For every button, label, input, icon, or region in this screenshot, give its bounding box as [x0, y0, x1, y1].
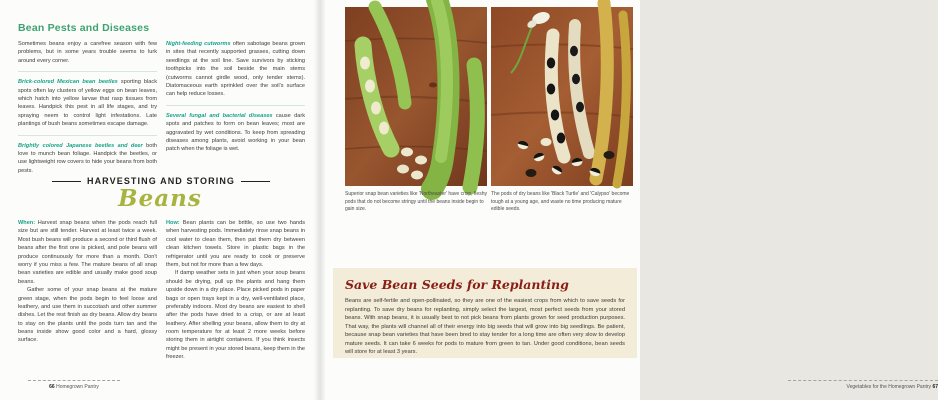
divider [18, 135, 157, 136]
how-paragraph-1 [166, 219, 305, 269]
photo-caption-dry-beans: The pods of dry beans like 'Black Turtle' and 'Calypso' become tough at a young age, and waste no time producing mature edible seeds. [491, 191, 630, 212]
right-page-footer [788, 380, 938, 390]
pests-intro: Sometimes beans enjoy a carefree season with few problems, but in some years trouble seems to lurk around every corner. [18, 41, 157, 64]
running-title: Vegetables for the Homegrown Pantry [846, 383, 932, 390]
kicker-rule-left [52, 181, 81, 182]
footer-dashes [788, 380, 938, 381]
pest-text: both love to munch bean foliage. Handpick the beetles, or use lightweight row covers to hide your beans from both pests. [18, 142, 157, 174]
footer-dashes [28, 380, 120, 381]
pest-lead: Brightly colored Japanese beetles and deer [18, 142, 143, 149]
when-label: When: [18, 220, 36, 226]
pest-lead: Night-feeding cutworms [166, 41, 231, 47]
how-text-1: Bean plants can be brittle, so use two hands when harvesting pods. Immediately rinse snap beans in cool water to clean them, then pat them dry between clean kitchen towels. Store in plastic bags in the refrigerator until you are ready to cook or preserve them, but not for more than a few days. [166, 220, 305, 268]
page-number: 67 [932, 383, 938, 390]
how-label: How: [166, 220, 180, 226]
harvest-kicker: HARVESTING AND STORING [86, 176, 236, 186]
left-page-footer [28, 380, 120, 390]
pest-paragraph-mexican-beetles [18, 78, 157, 128]
harvest-title: Beans [118, 185, 202, 212]
pest-text: cause dark spots and patches to form on bean leaves; most are aggravated by wet conditions. To keep from spreading diseases among plants, avoid working in your bean patch when the foliage is wet. [166, 112, 305, 153]
how-column [166, 219, 305, 362]
when-column [18, 219, 157, 345]
pest-text: often sabotage beans grown in sites that recently supported grasses, cutting down seedlings at the soil line. Save survivors by sticking toothpicks into the soil beside the main stems (cutworms cannot girdle wood, only tender stems). Diatomaceous earth sprinkled over the soil's surface can help reduce losses. [166, 41, 305, 98]
pest-lead: Brick-colored Mexican bean beetles [18, 79, 118, 86]
dry-beans-illustration [491, 7, 633, 186]
pest-lead: Several fungal and bacterial diseases [166, 112, 273, 119]
running-title: Homegrown Pantry [56, 383, 99, 390]
divider [166, 105, 305, 106]
when-paragraph-1 [18, 219, 157, 286]
pest-text: sporting black spots often lay clusters of yellow eggs on bean leaves, which hatch into yellow larvae that rasp tissues from leaves. Handpick this pest in all life stages, and try spraying neem to control light infestations. Late plantings of bush beans sometimes escape damage. [18, 79, 157, 128]
green-snap-bean-pods-photo [345, 7, 487, 186]
pests-column-left [18, 22, 157, 175]
when-text-1: Harvest snap beans when the pods reach full size but are still tender. Harvest at least twice a week. Most bush beans will produce a second or third flush of beans after the first one is picked, and pole beans will produce continuously for more than a month. Don't worry if you miss a few. The mature beans of all snap bean varieties are edible and usually make good soup beans. [18, 220, 157, 285]
pest-paragraph-japanese-beetles [18, 142, 157, 176]
left-page [0, 0, 320, 400]
page-number: 66 [49, 383, 55, 390]
divider [18, 71, 157, 72]
pest-paragraph-cutworms [166, 40, 305, 99]
right-page [320, 0, 938, 400]
pest-paragraph-diseases [166, 112, 305, 154]
seed-box-title: Save Bean Seeds for Replanting [345, 277, 569, 292]
snap-beans-illustration [345, 7, 487, 186]
dry-bean-pods-and-seeds-photo [491, 7, 633, 186]
when-paragraph-2: Gather some of your snap beans at the mature green stage, when the pods begin to feel loose and leathery, and use them in succotash and other summer dishes. Let the rest finish as dry beans. Allow dry beans to stay on the plants until the pods turn tan and the beans inside show good color and a hard, glossy surface. [18, 287, 157, 344]
seed-saving-box [333, 268, 637, 358]
pests-column-right [166, 40, 305, 154]
how-paragraph-2: If damp weather sets in just when your soup beans should be drying, pull up the plants and hang them upside down in a dry place. Place picked pods in paper bags or open trays kept in a dry, well-ventilated place, preferably indoors. Most dry beans are easiest to shell after the pods have dried to a crisp, or are at least leathery. After shelling your beans, allow them to dry at room temperature for at least 2 more weeks before storing them in airtight containers. If you think insects might be present in your stored beans, keep them in the freezer. [166, 270, 305, 361]
seed-box-body: Beans are self-fertile and open-pollinated, so they are one of the easiest crops from which to save seeds for replanting. To save dry beans for replanting, simply select the largest, most perfect seeds from your stored beans. With snap beans, it is usually best to not pick beans from plants grown for seed production purposes. That way, the plants will channel all of their energy into big seeds that will grow into big seedlings. Be patient, because snap bean varieties that have been bred to stay tender for a long time are often very slow to develop mature seeds. It can take 6 weeks for pods to mature from green to tan. Under good conditions, bean seeds will store for at least 3 years. [345, 298, 625, 356]
kicker-rule-right [241, 181, 270, 182]
photo-caption-snap-beans: Superior snap bean varieties like 'Northeaster' have crisp, fleshy pods that do not become stringy until the beans inside begin to gain size. [345, 191, 487, 212]
pests-section-title: Bean Pests and Diseases [18, 22, 150, 34]
